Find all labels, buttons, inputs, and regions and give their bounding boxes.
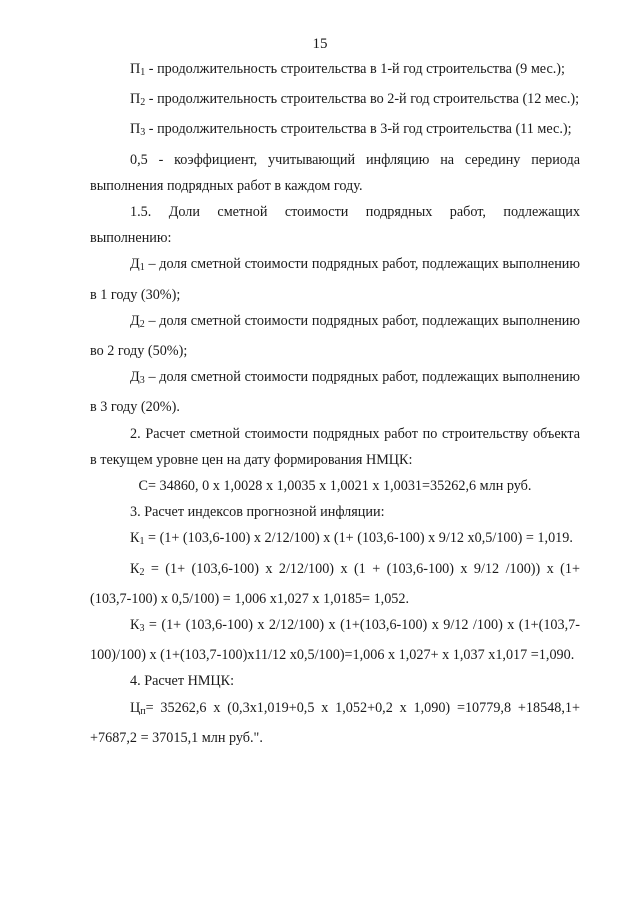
paragraph-p7 (90, 308, 580, 364)
paragraph-p2 (90, 86, 580, 116)
paragraph-text: - продолжительность строительства во 2-й год строительства (12 мес.); (145, 91, 580, 108)
page-number: 15 (312, 36, 328, 52)
symbol: Д (130, 369, 140, 386)
paragraph-p3 (90, 116, 580, 146)
document-body (90, 56, 580, 751)
subscript: 2 (140, 97, 146, 109)
paragraph-text: = (1+ (103,6-100) х 2/12/100) х (1+ (103,6-100) х 9/12 х0,5/100) = 1,019. (144, 530, 573, 547)
formula-nmck (90, 695, 580, 751)
paragraph-text: = (1+ (103,6-100) х 2/12/100) х (1+(103,6-100) х 9/12 /100) х (1+(103,7-100)/100) х (1+(103,7-100)х11/12 х0,5/100)=1,006 х 1,027+ х 1,037 х1,017 =1,090. (90, 617, 580, 664)
symbol: П (130, 91, 141, 108)
formula-k1 (90, 525, 580, 555)
subscript: 3 (140, 127, 146, 139)
formula-k3 (90, 612, 580, 668)
paragraph-p9: 2. Расчет сметной стоимости подрядных работ по строительству объекта в текущем уровне цен на дату формирования НМЦК: (90, 425, 580, 468)
paragraph-text: – доля сметной стоимости подрядных работ, подлежащих выполнению в 3 году (20%). (90, 369, 580, 416)
symbol: К (130, 617, 140, 634)
symbol: К (130, 560, 140, 577)
formula-c: С= 34860, 0 х 1,0028 х 1,0035 х 1,0021 х 1,0031=35262,6 млн руб. (138, 478, 532, 495)
symbol: Д (130, 256, 140, 273)
subscript: 2 (139, 566, 145, 578)
subscript: 1 (139, 262, 145, 274)
paragraph-text: – доля сметной стоимости подрядных работ, подлежащих выполнению во 2 году (50%); (90, 312, 580, 360)
symbol: К (130, 530, 140, 547)
paragraph-p15: 4. Расчет НМЦК: (130, 673, 235, 690)
subscript: п (140, 705, 146, 717)
paragraph-p11: 3. Расчет индексов прогнозной инфляции: (130, 504, 385, 521)
formula-k2 (90, 556, 580, 612)
symbol: Д (130, 312, 140, 329)
paragraph-text: - продолжительность строительства в 1-й год строительства (9 мес.); (145, 61, 565, 77)
paragraph-p1 (90, 56, 580, 86)
paragraph-p4: 0,5 - коэффициент, учитывающий инфляцию на середину периода выполнения подрядных работ в каждом году. (90, 151, 580, 194)
symbol: Ц (130, 699, 141, 716)
paragraph-text: = 35262,6 х (0,3х1,019+0,5 х 1,052+0,2 х 1,090) =10779,8 +18548,1+ +7687,2 = 37015,1 млн руб.". (90, 699, 580, 746)
paragraph-p6 (90, 251, 580, 307)
subscript: 1 (139, 536, 145, 548)
paragraph-text: - продолжительность строительства в 3-й год строительства (11 мес.); (145, 121, 572, 138)
subscript: 2 (139, 318, 145, 330)
subscript: 1 (140, 67, 146, 78)
paragraph-text: – доля сметной стоимости подрядных работ, подлежащих выполнению в 1 году (30%); (90, 256, 580, 303)
subscript: 3 (139, 375, 145, 387)
paragraph-p8 (90, 364, 580, 420)
paragraph-text: = (1+ (103,6-100) х 2/12/100) х (1 + (103,6-100) х 9/12 /100)) х (1+ (103,7-100) х 0,5/100) = 1,006 х1,027 х 1,0185= 1,052. (90, 560, 580, 607)
symbol: П (130, 61, 141, 77)
paragraph-p5: 1.5. Доли сметной стоимости подрядных работ, подлежащих выполнению: (90, 204, 580, 247)
symbol: П (130, 121, 141, 138)
subscript: 3 (139, 623, 145, 635)
